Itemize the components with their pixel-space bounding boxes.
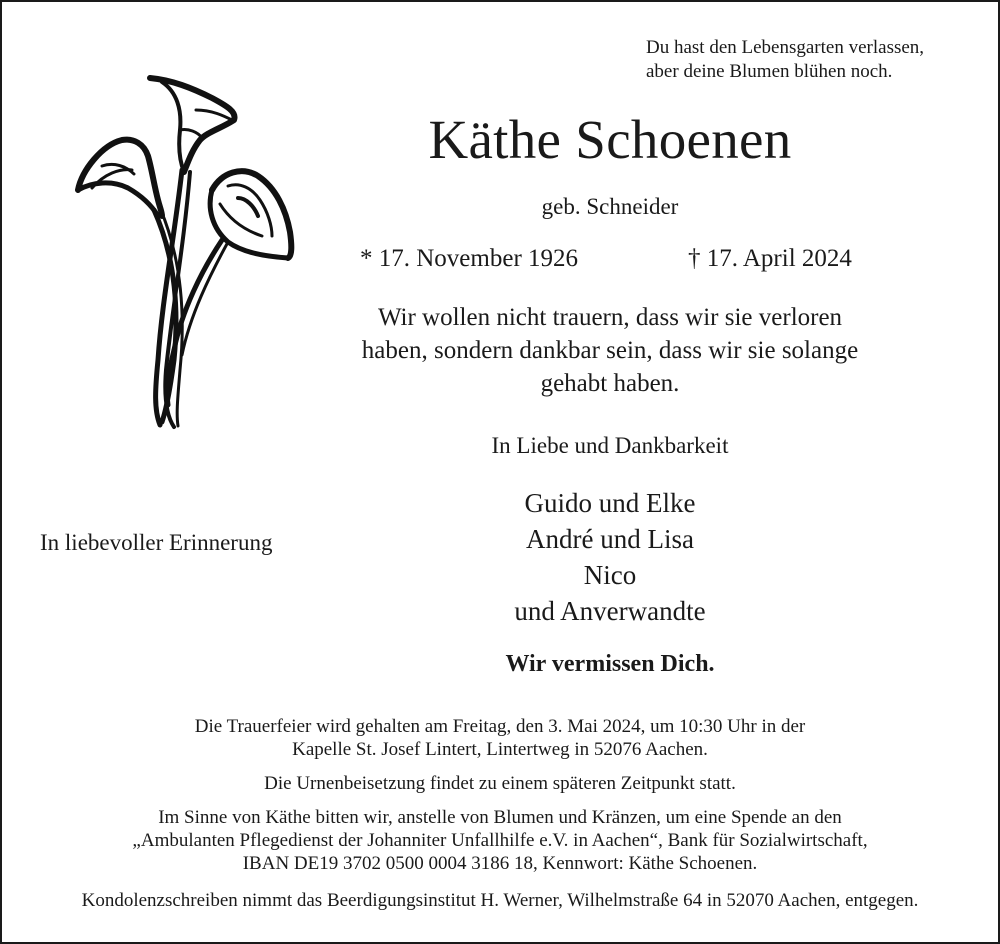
family-member: Nico <box>583 560 637 590</box>
deceased-name: Käthe Schoenen <box>428 109 792 170</box>
donation-line: Im Sinne von Käthe bitten wir, anstelle von Blumen und Kränzen, um eine Spende an den <box>158 807 842 828</box>
family-member: und Anverwandte <box>514 596 706 626</box>
missed-line: Wir vermissen Dich. <box>505 651 715 677</box>
quote-line: Du hast den Lebensgarten verlassen, <box>646 37 925 58</box>
verse-line: gehabt haben. <box>540 370 680 397</box>
donation-line: „Ambulanten Pflegedienst der Johanniter Unfallhilfe e.V. in Aachen“, Bank für Sozialwirtschaft, <box>132 830 868 851</box>
memorial-verse <box>300 301 920 400</box>
calla-lily-icon <box>62 70 302 440</box>
ceremony-info <box>20 715 980 761</box>
family-member: Guido und Elke <box>524 488 696 518</box>
birth-date: * 17. November 1926 <box>360 245 579 272</box>
ceremony-line: Kapelle St. Josef Lintert, Lintertweg in 52076 Aachen. <box>292 739 708 760</box>
family-member: André und Lisa <box>526 524 694 554</box>
death-date: † 17. April 2024 <box>688 245 852 272</box>
verse-line: Wir wollen nicht trauern, dass wir sie verloren <box>377 304 843 331</box>
urn-info: Die Urnenbeisetzung findet zu einem späteren Zeitpunkt statt. <box>264 773 736 794</box>
memory-line: In liebevoller Erinnerung <box>40 530 273 555</box>
condolence-info: Kondolenzschreiben nimmt das Beerdigungsinstitut H. Werner, Wilhelmstraße 64 in 52070 Aachen, entgegen. <box>81 890 919 911</box>
ceremony-line: Die Trauerfeier wird gehalten am Freitag, den 3. Mai 2024, um 10:30 Uhr in der <box>194 716 806 737</box>
top-quote <box>646 36 976 84</box>
verse-line: haben, sondern dankbar sein, dass wir sie solange <box>361 337 859 364</box>
donation-info <box>20 806 980 875</box>
love-line: In Liebe und Dankbarkeit <box>491 433 729 458</box>
donation-line: IBAN DE19 3702 0500 0004 3186 18, Kennwort: Käthe Schoenen. <box>242 853 758 874</box>
quote-line: aber deine Blumen blühen noch. <box>646 61 893 82</box>
maiden-name: geb. Schneider <box>541 194 679 219</box>
family-list <box>420 485 800 629</box>
